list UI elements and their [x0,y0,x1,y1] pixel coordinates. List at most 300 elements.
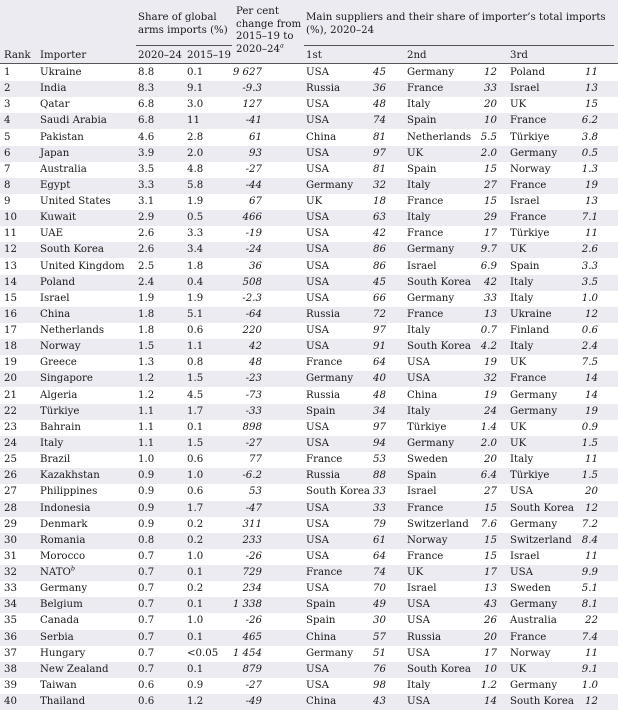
header-2020-24: 2020–24 [138,50,182,61]
cell-supplier-3-text: Italy [510,341,534,353]
cell-share-3 [538,470,598,482]
cell-change [202,164,262,176]
cell-share-2020-24 [138,503,154,515]
cell-supplier-1-text: USA [306,550,329,562]
header-2015-19: 2015–19 [187,50,231,61]
cell-share-2015-19 [187,696,203,708]
cell-share-2015-19 [187,680,203,692]
cell-share-1-text: 40 [373,373,386,385]
cell-rank-text: 32 [4,567,17,579]
cell-change-text: 1 338 [232,599,262,611]
cell-share-2020-24-text: 0.9 [138,502,155,514]
cell-share-2 [437,696,497,708]
cell-share-1-text: 81 [373,163,386,175]
cell-rank [4,83,10,95]
cell-supplier-2-text: Switzerland [407,518,469,530]
cell-importer-text: Thailand [40,696,86,708]
cell-share-1-text: 48 [373,389,386,401]
cell-share-1 [326,470,386,482]
cell-supplier-2 [407,390,437,402]
cell-share-3-text: 3.8 [581,131,598,143]
cell-supplier-3-text: Italy [510,276,534,288]
cell-importer-text: Romania [40,534,86,546]
cell-share-2020-24 [138,583,154,595]
cell-share-2020-24 [138,567,154,579]
cell-change [202,148,262,160]
cell-supplier-2-text: Israel [407,260,437,272]
cell-supplier-3 [510,277,533,289]
cell-supplier-3-text: Italy [510,454,534,466]
cell-share-2020-24-text: 6.8 [138,99,155,111]
cell-supplier-3-text: Spain [510,260,540,272]
cell-share-2-text: 27 [484,486,497,498]
cell-share-2020-24 [138,196,154,208]
cell-supplier-3 [510,664,526,676]
cell-share-3 [538,341,598,353]
cell-share-3-text: 19 [585,179,598,191]
cell-share-3-text: 7.5 [581,357,598,369]
cell-share-2020-24-text: 0.9 [138,518,155,530]
cell-supplier-3-text: Norway [510,647,551,659]
cell-share-2 [437,132,497,144]
cell-importer-text: India [40,83,67,95]
cell-supplier-1-text: USA [306,518,329,530]
cell-importer-text: Hungary [40,647,86,659]
cell-change-text: -6.2 [242,470,262,482]
cell-supplier-1-text: Spain [306,405,336,417]
cell-share-2020-24-text: 1.1 [138,405,155,417]
header-rank: Rank [4,50,31,61]
cell-importer-text: United Kingdom [40,260,125,272]
cell-share-1-text: 88 [373,470,386,482]
cell-share-3 [538,551,598,563]
cell-rank-text: 19 [4,357,17,369]
cell-share-2-text: 13 [484,308,497,320]
cell-share-2015-19-text: 3.0 [187,99,204,111]
cell-share-2 [437,470,497,482]
cell-share-2020-24 [138,293,154,305]
cell-supplier-2-text: Italy [407,405,431,417]
cell-share-2015-19 [187,180,203,192]
cell-share-2020-24-text: 2.5 [138,260,155,272]
cell-change-text: 311 [242,518,262,530]
cell-share-1-text: 43 [373,696,386,708]
cell-change-text: -24 [245,244,262,256]
cell-supplier-3-text: Türkiye [510,131,550,143]
cell-share-2-text: 9.7 [480,244,497,256]
cell-share-3-text: 0.9 [581,421,598,433]
cell-importer [40,99,69,111]
cell-share-1-text: 74 [373,567,386,579]
cell-share-2 [437,293,497,305]
cell-share-1-text: 86 [373,244,386,256]
cell-supplier-3-text: Australia [510,615,557,627]
cell-supplier-3-text: Italy [510,292,534,304]
cell-share-2015-19 [187,373,203,385]
cell-supplier-3-text: Germany [510,147,558,159]
cell-supplier-3-text: UK [510,244,527,256]
cell-share-1 [326,583,386,595]
cell-share-2020-24-text: 1.3 [138,357,155,369]
cell-share-3-text: 1.3 [581,163,598,175]
cell-share-3 [538,390,598,402]
cell-share-2 [437,390,497,402]
cell-share-2-text: 10 [484,115,497,127]
cell-share-2 [437,341,497,353]
cell-change-text: -73 [245,389,262,401]
cell-share-2015-19-text: 5.8 [187,179,204,191]
cell-supplier-3-text: Finland [510,325,550,337]
cell-supplier-3-text: Germany [510,389,558,401]
cell-rank-text: 4 [4,115,11,127]
cell-share-2020-24-text: 1.9 [138,292,155,304]
cell-share-2020-24 [138,357,154,369]
cell-share-2015-19 [187,615,203,627]
cell-share-2020-24-text: 0.7 [138,567,155,579]
cell-share-3 [538,680,598,692]
cell-share-3 [538,664,598,676]
cell-importer [40,406,79,418]
cell-share-2020-24-text: 1.5 [138,341,155,353]
cell-importer [40,341,80,353]
cell-supplier-3 [510,261,539,273]
cell-share-1-text: 32 [373,179,386,191]
cell-rank [4,632,17,644]
cell-change-text: 465 [242,631,262,643]
cell-supplier-1-text: USA [306,421,329,433]
cell-importer [40,83,66,95]
cell-change-text: -49 [245,696,262,708]
header-suppliers-group: Main suppliers and their share of importer’s total imports (%), 2020–24 [306,12,606,36]
cell-share-3 [538,454,598,466]
cell-rank [4,196,10,208]
cell-share-3-text: 9.1 [581,663,598,675]
cell-share-3-text: 22 [585,615,598,627]
cell-rank-text: 20 [4,373,17,385]
cell-share-2020-24-text: 4.6 [138,131,155,143]
cell-supplier-2-text: Israel [407,583,437,595]
cell-rank [4,535,17,547]
cell-share-1-text: 30 [373,615,386,627]
cell-share-2015-19-text: <0.05 [187,647,219,659]
cell-share-1-text: 79 [373,518,386,530]
cell-rank [4,583,17,595]
cell-share-2020-24-text: 2.9 [138,212,155,224]
header-importer: Importer [40,50,87,61]
cell-share-2015-19 [187,244,203,256]
cell-supplier-3 [510,438,526,450]
cell-importer [40,422,81,434]
cell-share-2 [437,454,497,466]
cell-supplier-2-text: Sweden [407,454,448,466]
cell-supplier-2-text: USA [407,599,430,611]
cell-share-2020-24 [138,599,154,611]
cell-share-3 [538,357,598,369]
cell-share-2 [437,632,497,644]
cell-change [202,293,262,305]
cell-change-text: -27 [245,437,262,449]
cell-rank [4,164,10,176]
cell-share-2020-24 [138,535,154,547]
cell-rank-text: 8 [4,179,11,191]
cell-share-2 [437,67,497,79]
cell-share-2-text: 4.2 [480,341,497,353]
cell-share-2-text: 20 [484,454,497,466]
cell-share-1-text: 97 [373,147,386,159]
cell-share-2015-19-text: 0.1 [187,599,204,611]
cell-supplier-3 [510,567,533,579]
cell-share-3 [538,261,598,273]
cell-supplier-2-text: USA [407,647,430,659]
cell-supplier-2-text: Türkiye [407,421,447,433]
rule-suppliers-group [304,45,614,46]
cell-change-text: -64 [245,308,262,320]
cell-share-2015-19-text: 0.9 [187,679,204,691]
cell-share-2020-24 [138,664,154,676]
cell-share-2 [437,535,497,547]
cell-importer-text: Algeria [40,389,78,401]
cell-share-1 [326,164,386,176]
cell-share-3-text: 3.5 [581,276,598,288]
cell-change [202,583,262,595]
cell-change [202,180,262,192]
cell-supplier-2-text: Spain [407,470,437,482]
cell-rank [4,390,17,402]
cell-share-2015-19-text: 1.5 [187,373,204,385]
cell-share-2015-19 [187,583,203,595]
cell-share-2-text: 14 [484,696,497,708]
cell-share-2020-24 [138,325,154,337]
cell-share-2020-24-text: 0.7 [138,599,155,611]
cell-share-2020-24 [138,470,154,482]
cell-supplier-2-text: Germany [407,67,455,78]
cell-rank [4,615,17,627]
cell-share-1-text: 66 [373,292,386,304]
cell-share-2 [437,438,497,450]
cell-share-3-text: 9.9 [581,567,598,579]
cell-share-3-text: 13 [585,196,598,208]
cell-importer-text: Bahrain [40,421,81,433]
cell-importer [40,486,97,498]
cell-supplier-3-text: Poland [510,67,545,78]
cell-supplier-1-text: USA [306,260,329,272]
cell-share-3 [538,535,598,547]
cell-share-2015-19 [187,115,200,127]
cell-rank-text: 24 [4,437,17,449]
cell-change-text: -9.3 [242,83,262,95]
cell-supplier-1-text: USA [306,583,329,595]
header-change-footnote: a [279,41,284,50]
cell-share-1-text: 86 [373,260,386,272]
cell-share-2 [437,680,497,692]
cell-share-1-text: 51 [373,647,386,659]
cell-share-2020-24-text: 1.2 [138,389,155,401]
cell-supplier-2-text: Russia [407,631,442,643]
cell-share-3 [538,422,598,434]
cell-share-2015-19 [187,454,203,466]
cell-supplier-3-text: Switzerland [510,534,572,546]
cell-change [202,503,262,515]
cell-change [202,83,262,95]
cell-share-1 [326,599,386,611]
cell-share-2015-19-text: 5.1 [187,308,204,320]
cell-change [202,664,262,676]
cell-share-2015-19 [187,438,203,450]
cell-supplier-1-text: USA [306,99,329,111]
cell-share-2 [437,599,497,611]
cell-supplier-1-text: USA [306,163,329,175]
cell-rank [4,680,17,692]
cell-importer [40,148,69,160]
cell-change-text: 36 [249,260,262,272]
cell-supplier-3-text: UK [510,437,527,449]
cell-share-2020-24-text: 0.6 [138,679,155,691]
cell-share-1 [326,293,386,305]
cell-share-2015-19 [187,228,203,240]
cell-share-1-text: 61 [373,534,386,546]
cell-change [202,115,262,127]
cell-share-2-text: 19 [484,389,497,401]
cell-share-3 [538,632,598,644]
cell-supplier-1-text: USA [306,115,329,127]
cell-change [202,632,262,644]
cell-rank [4,228,17,240]
cell-supplier-1-text: USA [306,679,329,691]
cell-share-1 [326,422,386,434]
cell-importer [40,132,84,144]
cell-share-2 [437,99,497,111]
cell-share-3 [538,83,598,95]
cell-share-2020-24 [138,228,154,240]
cell-share-3-text: 7.1 [581,212,598,224]
cell-share-2015-19-text: 11 [187,115,200,127]
cell-share-2-text: 42 [484,276,497,288]
header-change-text: Per cent change from 2015–19 to 2020–24 [236,6,302,55]
cell-share-1-text: 57 [373,631,386,643]
cell-supplier-3-text: France [510,179,547,191]
cell-supplier-1-text: South Korea [306,486,371,498]
cell-change [202,67,262,79]
cell-share-2 [437,212,497,224]
cell-share-2015-19 [187,196,203,208]
cell-supplier-3-text: South Korea [510,502,575,514]
cell-share-3-text: 19 [585,405,598,417]
cell-share-2020-24-text: 2.6 [138,228,155,240]
cell-change-text: 61 [249,131,262,143]
cell-supplier-2-text: Israel [407,486,437,498]
cell-supplier-3 [510,83,539,95]
cell-change [202,551,262,563]
cell-share-2020-24 [138,486,154,498]
cell-supplier-2-text: France [407,308,444,320]
cell-rank-text: 16 [4,308,17,320]
cell-importer [40,696,85,708]
cell-rank-text: 29 [4,518,17,530]
cell-share-2015-19-text: 1.9 [187,196,204,208]
cell-importer-text: Greece [40,357,77,369]
cell-importer-text: Taiwan [40,679,77,691]
cell-change [202,196,262,208]
cell-supplier-2-text: Germany [407,437,455,449]
cell-share-2-text: 13 [484,583,497,595]
cell-change-text: -26 [245,615,262,627]
cell-share-2015-19 [187,309,203,321]
cell-share-2 [437,648,497,660]
rule-header-bottom [0,63,618,64]
cell-share-1 [326,196,386,208]
cell-change [202,99,262,111]
cell-supplier-3-text: Sweden [510,583,551,595]
cell-share-2 [437,551,497,563]
cell-share-1-text: 63 [373,212,386,224]
cell-share-3 [538,228,598,240]
cell-importer [40,67,82,79]
cell-share-1-text: 49 [373,599,386,611]
cell-importer [40,599,83,611]
cell-share-2015-19 [187,132,203,144]
cell-share-3 [538,67,598,79]
cell-share-2-text: 2.0 [480,437,497,449]
cell-share-3 [538,196,598,208]
cell-share-1-text: 94 [373,437,386,449]
cell-rank-text: 11 [4,228,17,240]
cell-share-2-text: 17 [484,647,497,659]
cell-share-2015-19-text: 4.5 [187,389,204,401]
cell-rank-text: 17 [4,325,17,337]
cell-share-2015-19 [187,277,203,289]
cell-change-text: -44 [245,179,262,191]
cell-rank [4,293,17,305]
cell-supplier-1-text: USA [306,534,329,546]
cell-share-2 [437,503,497,515]
cell-share-1 [326,244,386,256]
cell-share-2020-24-text: 0.6 [138,696,155,708]
cell-importer-text: NATO [40,567,71,579]
cell-share-2015-19-text: 0.6 [187,454,204,466]
cell-supplier-2 [407,615,430,627]
cell-share-2020-24 [138,422,154,434]
cell-change [202,486,262,498]
cell-supplier-1-text: Germany [306,647,354,659]
cell-supplier-1-text: USA [306,244,329,256]
cell-share-2015-19-text: 0.1 [187,663,204,675]
cell-supplier-2-text: Italy [407,212,431,224]
cell-supplier-1-text: China [306,131,337,143]
cell-share-2015-19 [187,212,203,224]
cell-share-2020-24 [138,115,154,127]
cell-supplier-2 [407,632,441,644]
cell-supplier-1-text: USA [306,67,329,78]
cell-importer [40,373,93,385]
cell-supplier-2-text: UK [407,567,424,579]
cell-supplier-1-text: UK [306,196,323,208]
header-1st: 1st [306,50,322,61]
cell-share-3-text: 20 [585,486,598,498]
cell-rank [4,115,10,127]
cell-supplier-2-text: Spain [407,115,437,127]
cell-supplier-1-text: Russia [306,308,341,320]
cell-importer-text: Brazil [40,454,71,466]
cell-importer-text: UAE [40,228,64,240]
cell-share-1-text: 33 [373,486,386,498]
cell-share-1-text: 36 [373,83,386,95]
cell-share-2020-24-text: 0.9 [138,486,155,498]
cell-share-2015-19-text: 0.2 [187,583,204,595]
cell-share-2020-24 [138,212,154,224]
cell-importer-text: Canada [40,615,80,627]
cell-importer-text: Türkiye [40,405,80,417]
cell-share-2-text: 24 [484,405,497,417]
